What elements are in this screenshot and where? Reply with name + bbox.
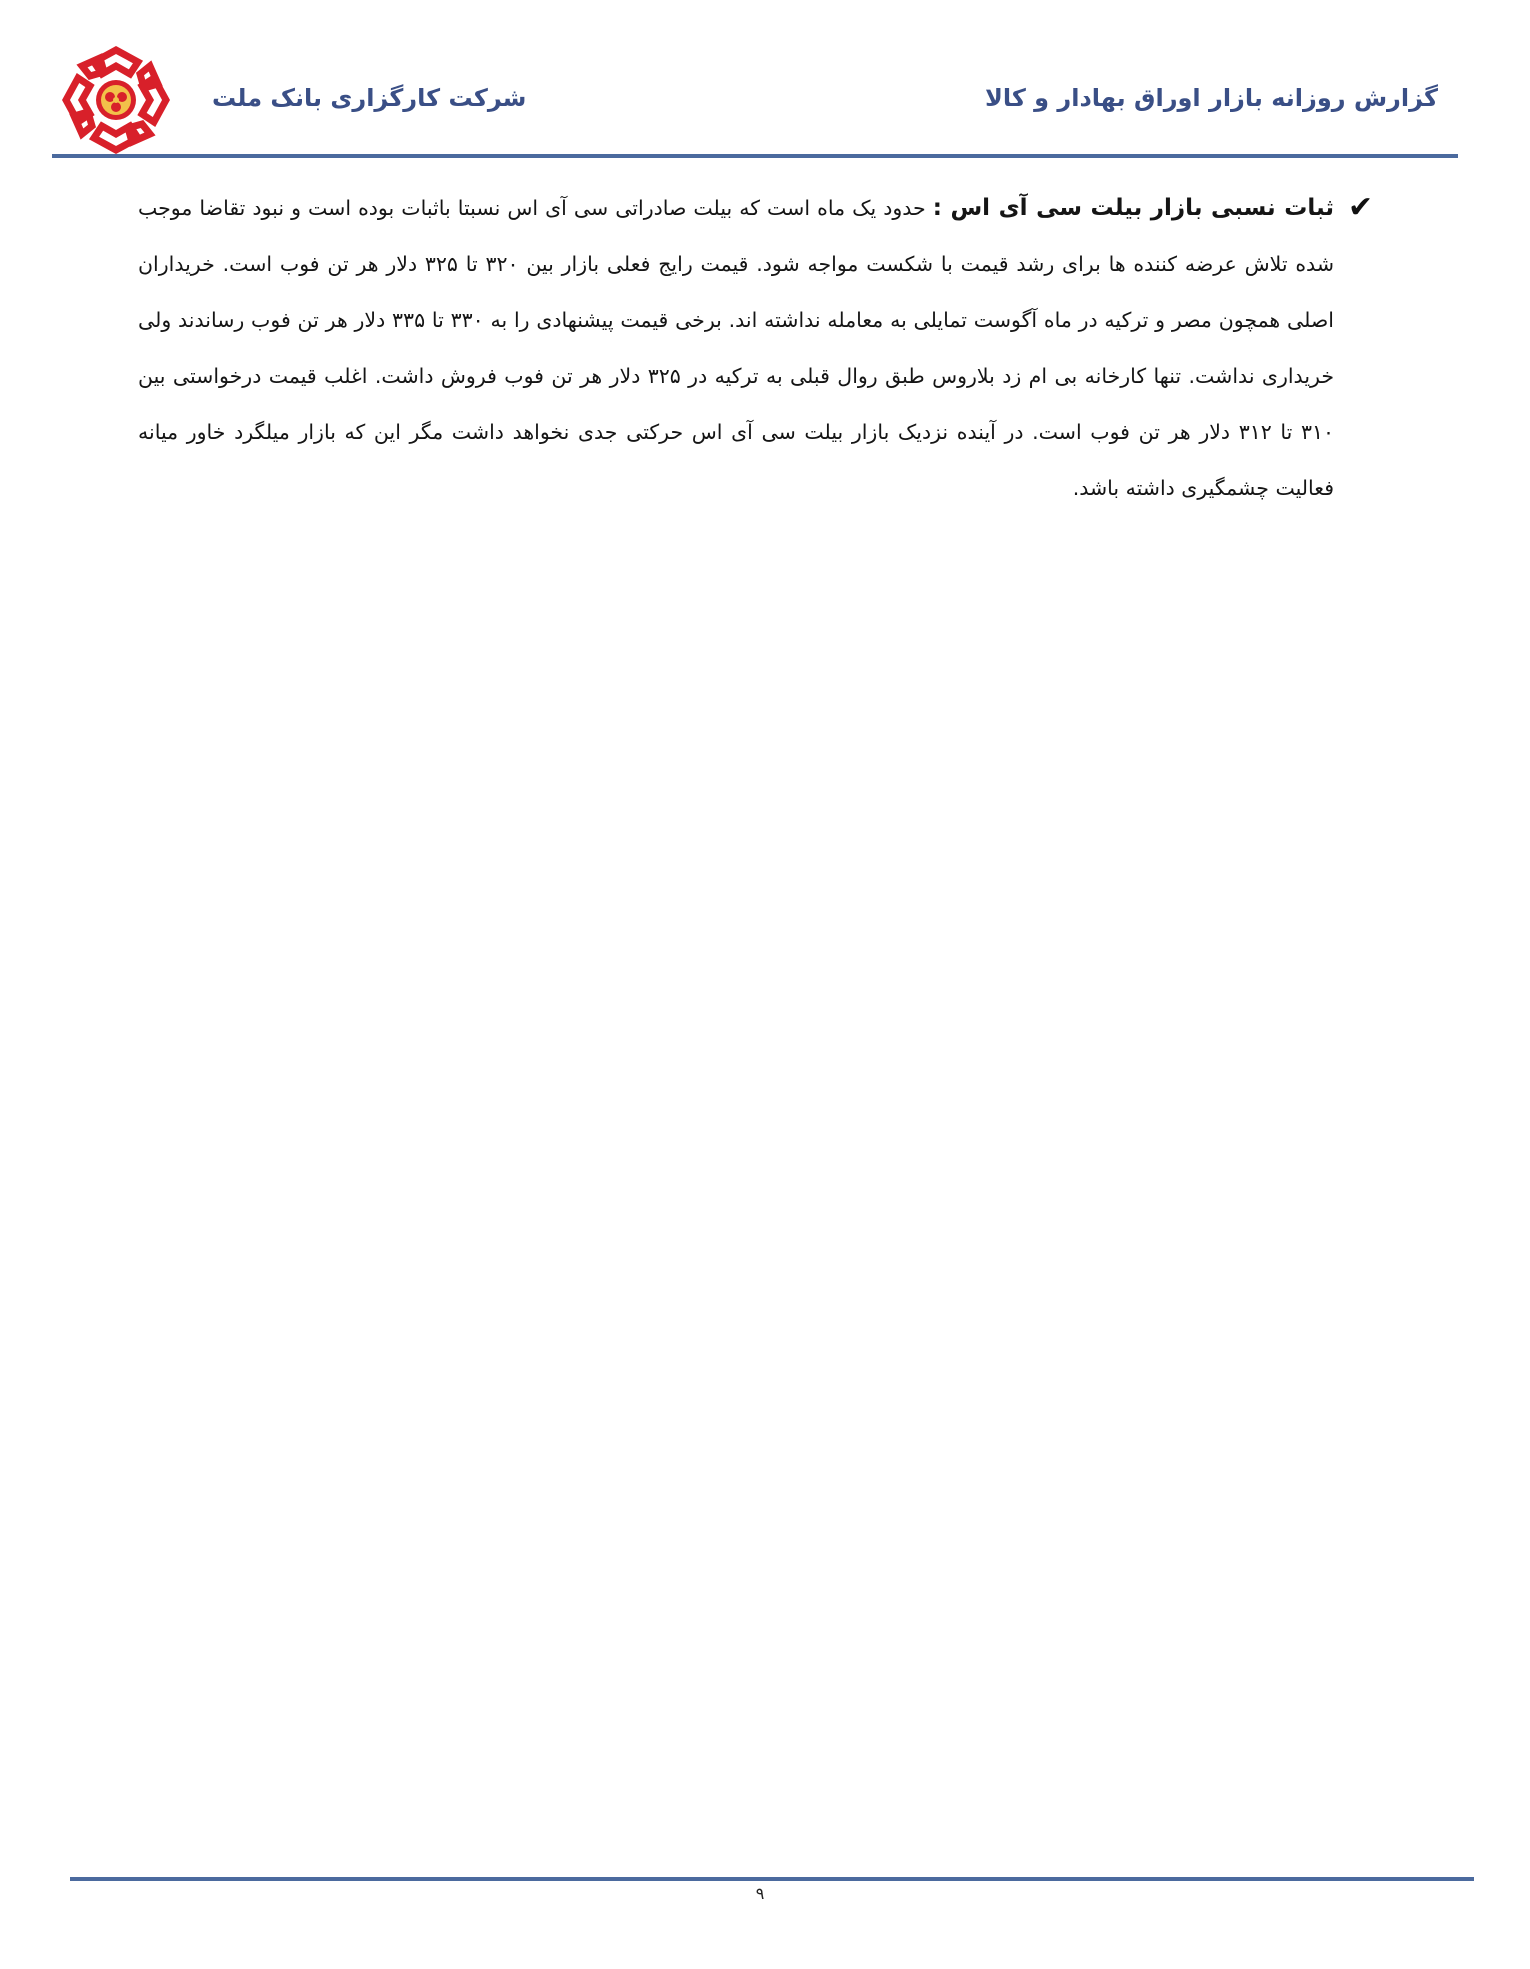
footer-divider [70,1877,1474,1881]
paragraph-body: حدود یک ماه است که بیلت صادراتی سی آی اس نسبتا باثبات بوده است و نبود تقاضا موجب شده تلاش عرضه کننده ها برای رشد قیمت با شکست مواجه شود. قیمت رایج فعلی بازار بین ۳۲۰ تا ۳۲۵ دلار هر تن فوب است. خریداران اصلی همچون مصر و ترکیه در ماه آگوست تمایلی به معامله نداشته اند. برخی قیمت پیشنهادی را به ۳۳۰ تا ۳۳۵ دلار هر تن فوب رساندند ولی خریداری نداشت. تنها کارخانه بی ام زد بلاروس طبق روال قبلی به ترکیه در ۳۲۵ دلار هر تن فوب فروش داشت. اغلب قیمت درخواستی بین ۳۱۰ تا ۳۱۲ دلار هر تن فوب است. در آینده نزدیک بازار بیلت سی آی اس حرکتی جدی نخواهد داشت مگر این که بازار میلگرد خاور میانه فعالیت چشمگیری داشته باشد. [138,196,1335,500]
report-paragraph [138,180,1334,516]
header-divider [52,154,1458,158]
company-name: شرکت کارگزاری بانک ملت [212,84,527,112]
report-title: گزارش روزانه بازار اوراق بهادار و کالا [984,84,1438,112]
bank-mellat-logo-icon [60,44,172,156]
page-number: ۹ [755,1884,765,1903]
company-logo [60,44,172,156]
checkmark-icon: ✔ [1348,190,1374,225]
paragraph-heading: ثبات نسبی بازار بیلت سی آی اس : [932,195,1334,221]
